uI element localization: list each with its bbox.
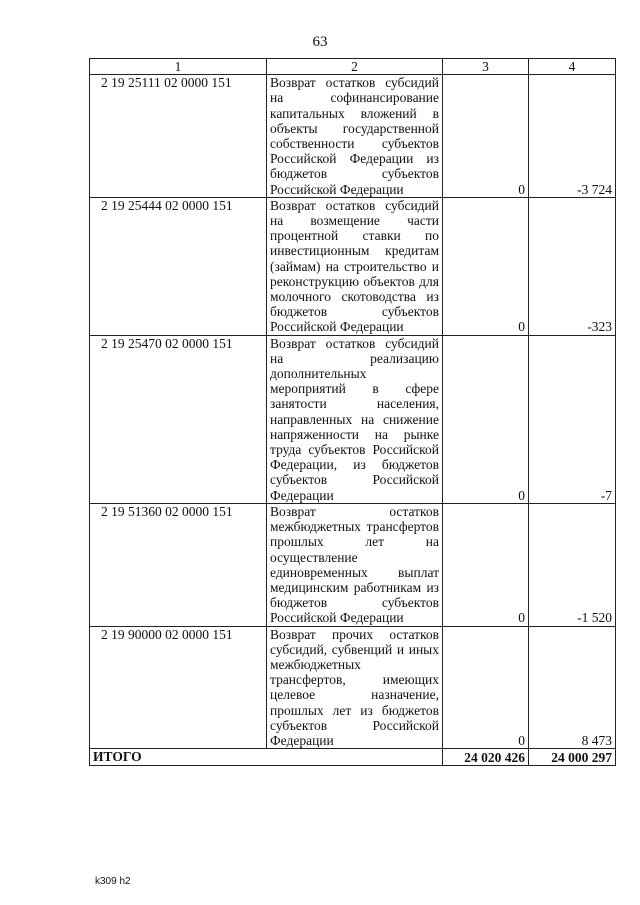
table-row [90,503,616,626]
row-col4-value: -7 [529,335,616,503]
document-footer-code: k309 h2 [95,876,131,887]
row-code: 2 19 25111 02 0000 151 [101,75,232,91]
row-description: Возврат прочих остатков субсидий, субвенций и иных межбюджетных трансфертов, имеющих целевое назначение, прошлых лет из бюджетов субъектов Российской Федерации [267,626,443,749]
row-code: 2 19 25444 02 0000 151 [101,197,233,213]
total-label: ИТОГО [90,749,443,766]
column-number-1: 1 [90,59,267,75]
row-code: 2 19 51360 02 0000 151 [101,503,233,519]
page-number: 63 [312,34,328,50]
column-number-2: 2 [267,59,443,75]
budget-table [89,58,616,766]
row-col3-value: 0 [443,626,529,749]
table-row [90,197,616,335]
column-number-4: 4 [529,59,616,75]
total-row [90,749,616,766]
row-description: Возврат остатков субсидий на возмещение части процентной ставки по инвестиционным кредитам (займам) на строительство и реконструкцию объектов для молочного скотоводства из бюджетов субъектов Российской Федерации [267,197,443,335]
column-number-3: 3 [443,59,529,75]
table-row [90,626,616,749]
row-description: Возврат остатков субсидий на реализацию дополнительных мероприятий в сфере занятости населения, направленных на снижение напряженности на рынке труда субъектов Российской Федерации, из бюджетов субъектов Российской Федерации [267,335,443,503]
total-col4-value: 24 000 297 [529,749,616,766]
row-col4-value: -1 520 [529,503,616,626]
row-col4-value: 8 473 [529,626,616,749]
row-code: 2 19 25470 02 0000 151 [101,335,233,351]
row-col3-value: 0 [443,75,529,198]
row-description: Возврат остатков субсидий на софинансирование капитальных вложений в объекты государственной собственности субъектов Российской Федерации из бюджетов субъектов Российской Федерации [267,75,443,198]
row-col3-value: 0 [443,197,529,335]
column-number-row [90,59,616,75]
row-col3-value: 0 [443,503,529,626]
total-col3-value: 24 020 426 [443,749,529,766]
row-code: 2 19 90000 02 0000 151 [101,626,233,642]
row-col4-value: -323 [529,197,616,335]
table-row [90,335,616,503]
row-col3-value: 0 [443,335,529,503]
table-row [90,75,616,198]
row-col4-value: -3 724 [529,75,616,198]
row-description: Возврат остатков межбюджетных трансфертов прошлых лет на осуществление единовременных выплат медицинским работникам из бюджетов субъектов Российской Федерации [267,503,443,626]
